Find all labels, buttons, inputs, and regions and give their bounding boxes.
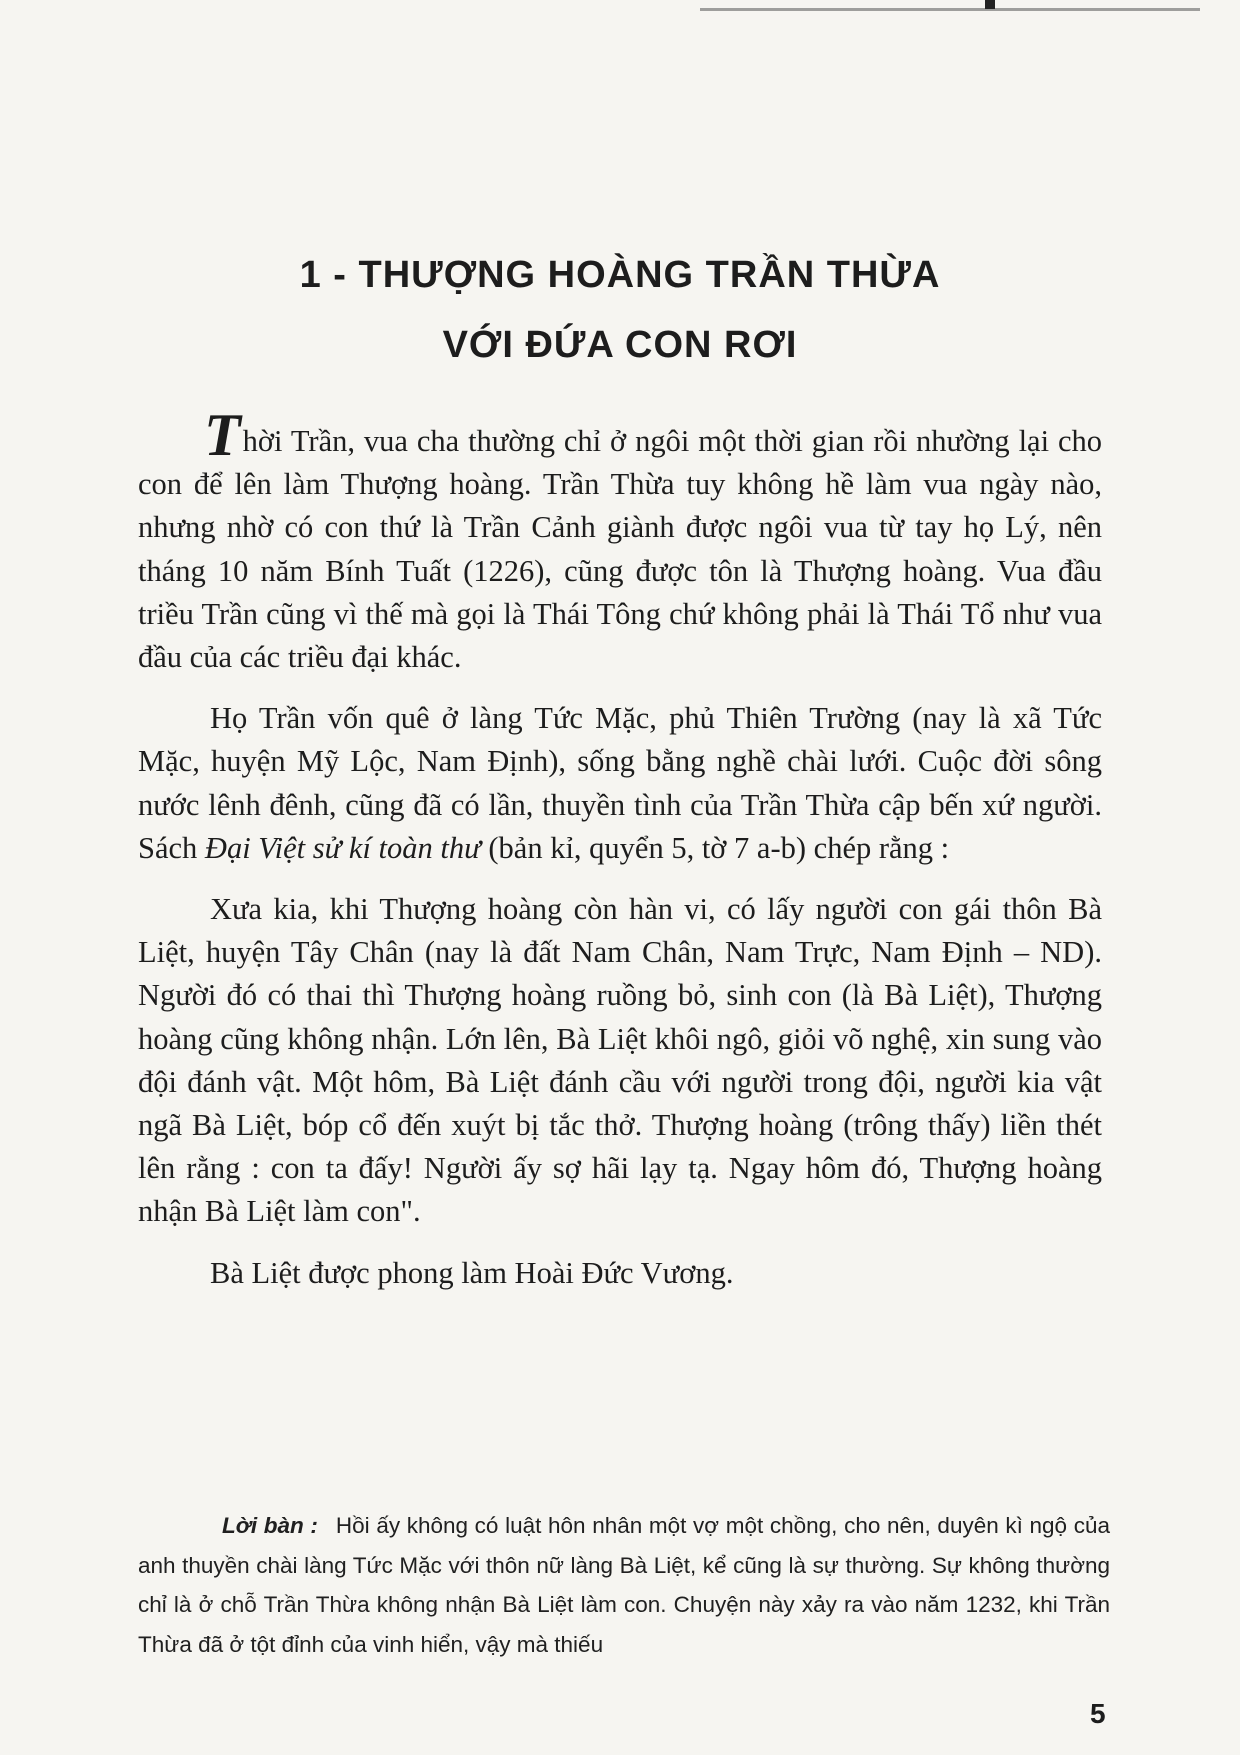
- heading-line-2: VỚI ĐỨA CON RƠI: [442, 324, 798, 366]
- paragraph-4: Bà Liệt được phong làm Hoài Đức Vương.: [210, 1255, 734, 1290]
- paragraph-3: Xưa kia, khi Thượng hoàng còn hàn vi, có lấy người con gái thôn Bà Liệt, huyện Tây Chân (nay là đất Nam Chân, Nam Trực, Nam Định – ND). Người đó có thai thì Thượng hoàng ruồng bỏ, sinh con (là Bà Liệt), Thượng hoàng cũng không nhận. Lớn lên, Bà Liệt khôi ngô, giỏi võ nghệ, xin sung vào đội đánh vật. Một hôm, Bà Liệt đánh cầu với người trong đội, người kia vật ngã Bà Liệt, bóp cổ đến xuýt bị tắc thở. Thượng hoàng (trông thấy) liền thét lên rằng : con ta đấy! Người ấy sợ hãi lạy tạ. Ngay hôm đó, Thượng hoàng nhận Bà Liệt làm con".: [138, 892, 1102, 1229]
- commentary-note: [138, 1506, 1110, 1664]
- book-title: Đại Việt sử kí toàn thư: [204, 830, 481, 865]
- note-label: Lời bàn :: [222, 1513, 318, 1538]
- top-rule: [700, 0, 1200, 11]
- note-text: Hồi ấy không có luật hôn nhân một vợ một chồng, cho nên, duyên kì ngộ của anh thuyền chài làng Tức Mặc với thôn nữ làng Bà Liệt, kể cũng là sự thường. Sự không thường chỉ là ở chỗ Trần Thừa không nhận Bà Liệt làm con. Chuyện này xảy ra vào năm 1232, khi Trần Thừa đã ở tột đỉnh của vinh hiển, vậy mà thiếu: [138, 1513, 1111, 1657]
- paragraph-1: [138, 402, 1102, 679]
- page-number: 5: [1090, 1698, 1106, 1729]
- paragraph-2-text-b: (bản kỉ, quyển 5, tờ 7 a-b) chép rằng :: [480, 830, 950, 865]
- chapter-heading: [150, 240, 1090, 380]
- top-mark: [985, 0, 995, 9]
- note-paragraph: [138, 1506, 1110, 1664]
- drop-cap: T: [204, 402, 241, 468]
- paragraph-1-text: hời Trần, vua cha thường chỉ ở ngôi một thời gian rồi nhường lại cho con để lên làm Thượng hoàng. Trần Thừa tuy không hề làm vua ngày nào, nhưng nhờ có con thứ là Trần Cảnh giành được ngôi vua từ tay họ Lý, nên tháng 10 năm Bính Tuất (1226), cũng được tôn là Thượng hoàng. Vua đầu triều Trần cũng vì thế mà gọi là Thái Tông chứ không phải là Thái Tổ như vua đầu của các triều đại khác.: [138, 424, 1102, 675]
- paragraph-2-text-a: Họ Trần vốn quê ở làng Tức Mặc, phủ Thiên Trường (nay là xã Tức Mặc, huyện Mỹ Lộc, Nam Định), sống bằng nghề chài lưới. Cuộc đời sông nước lênh đênh, cũng đã có lần, thuyền tình của Trần Thừa cập bến xứ người. Sách: [138, 701, 1102, 865]
- heading-line-1: 1 - THƯỢNG HOÀNG TRẦN THỪA: [299, 254, 941, 296]
- body-text: [138, 402, 1102, 1313]
- paragraph-2: [138, 697, 1102, 870]
